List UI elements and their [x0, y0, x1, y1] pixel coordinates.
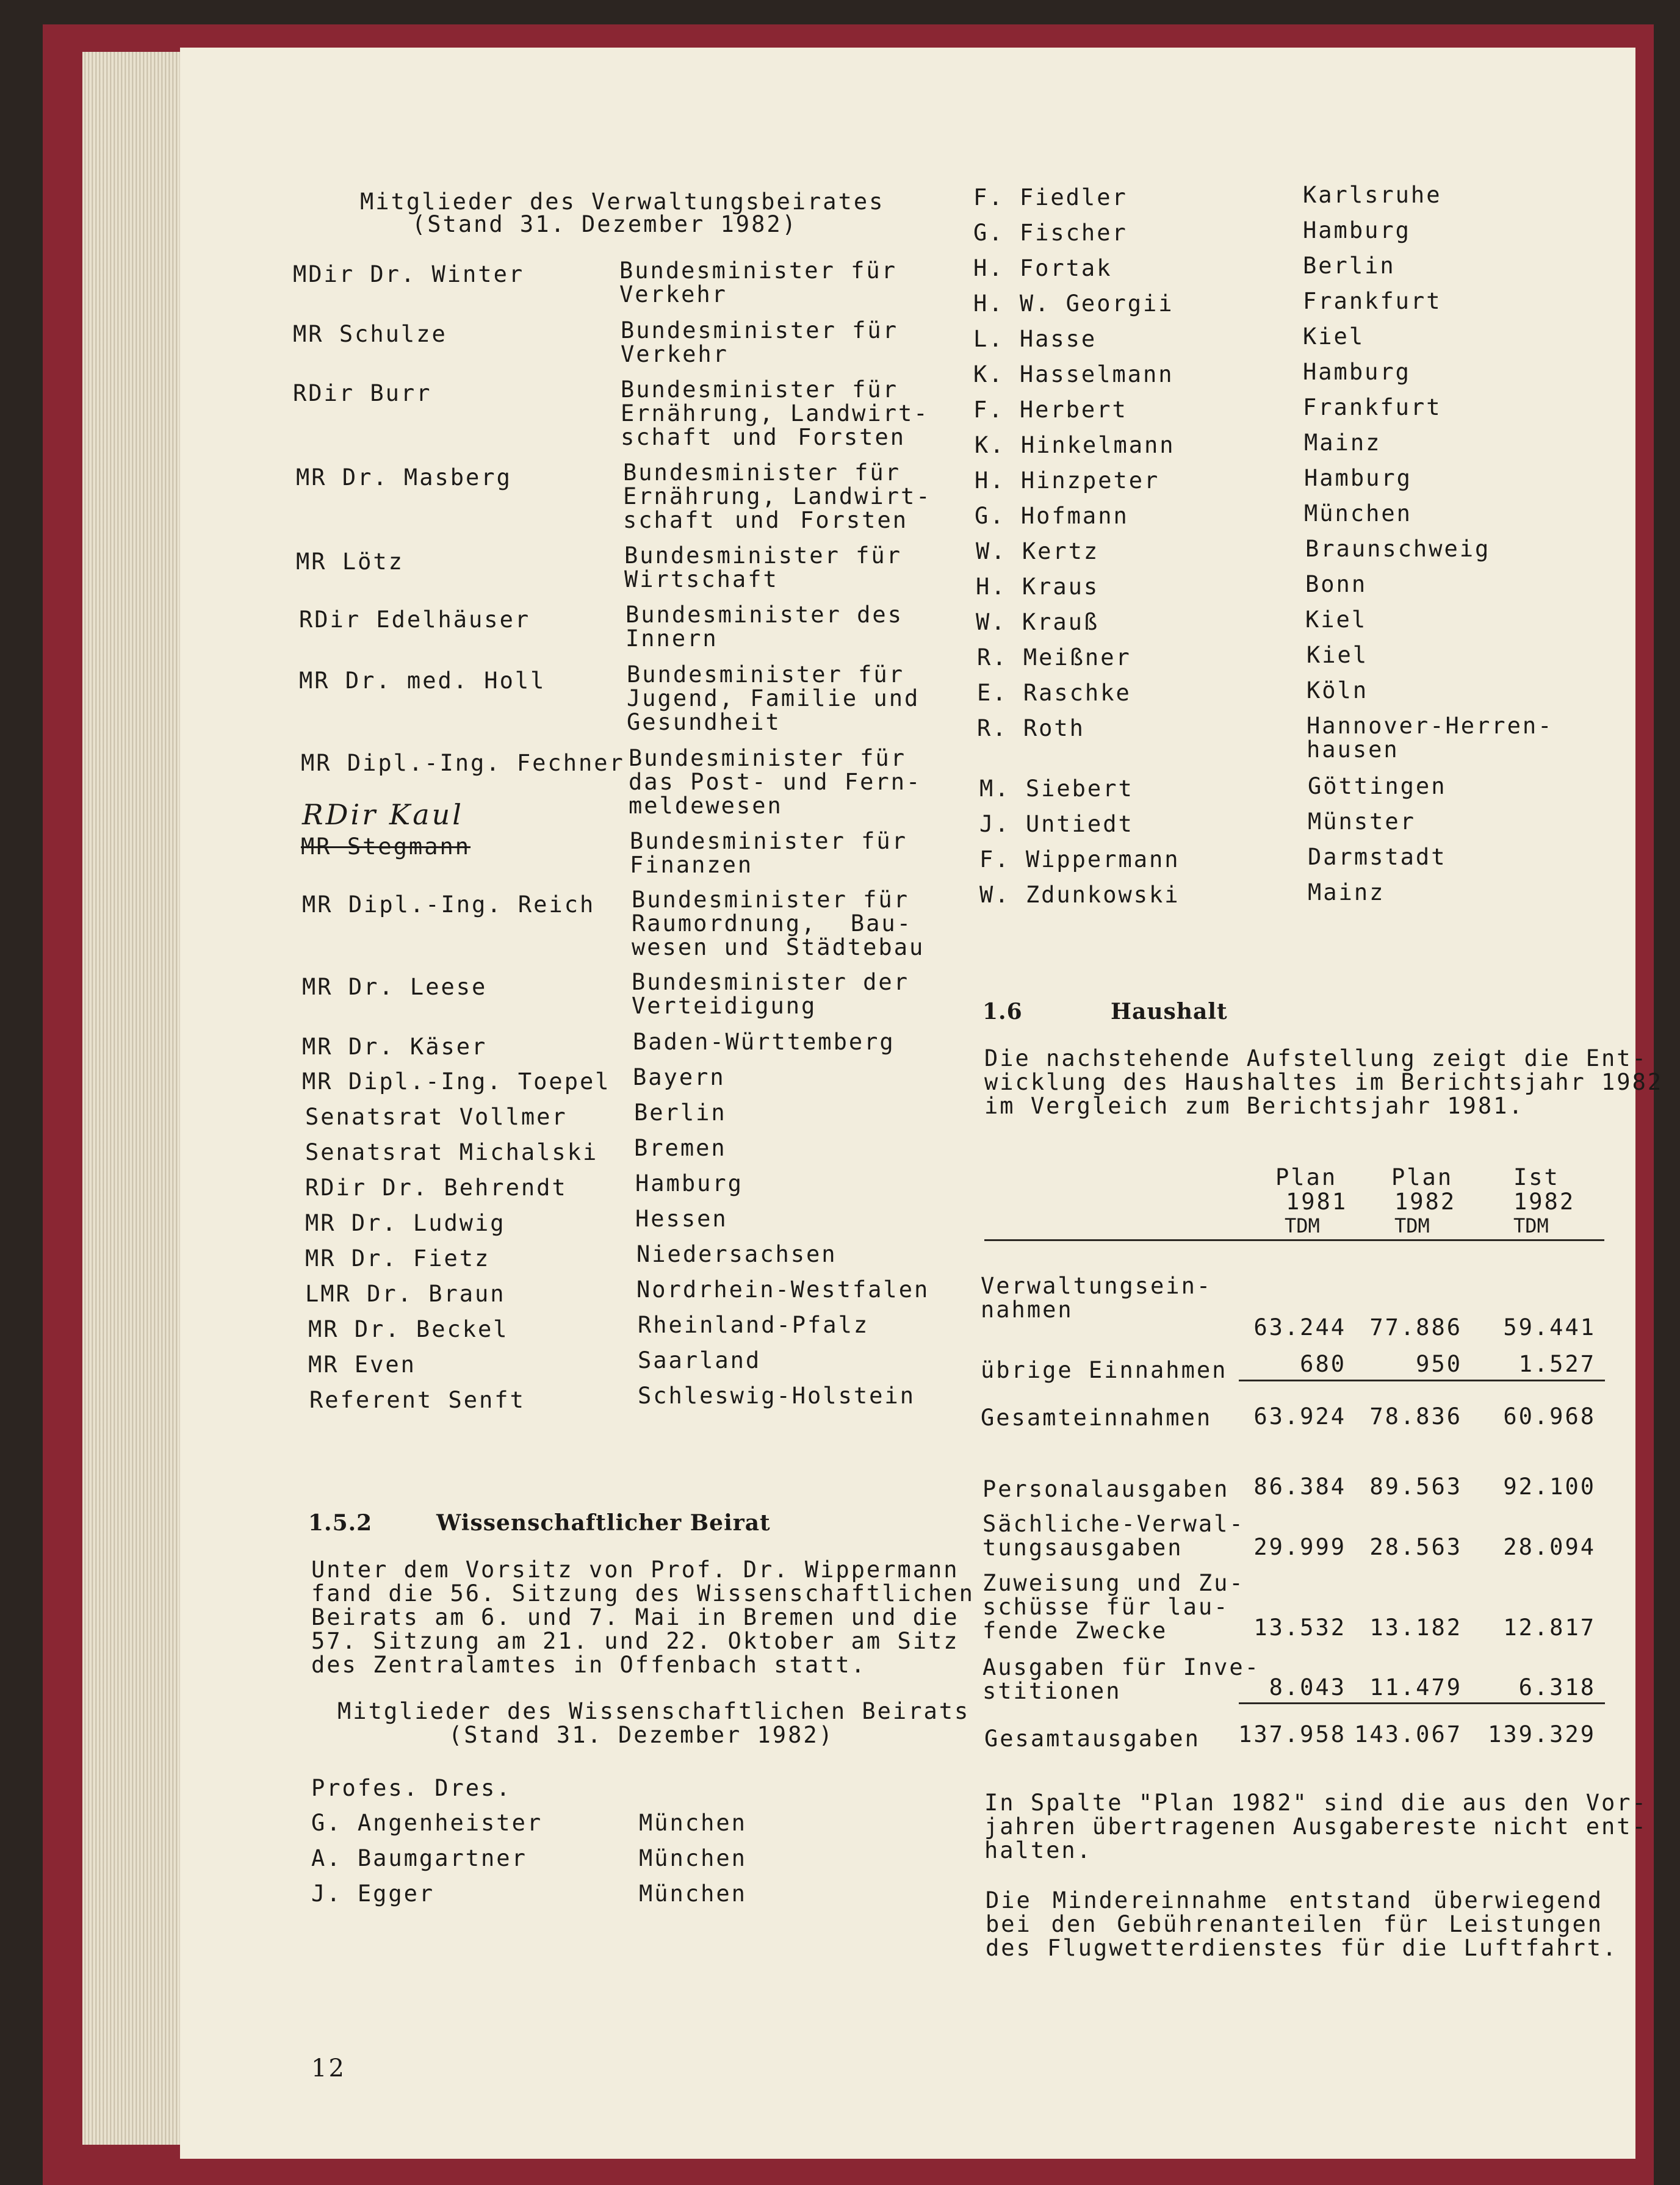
- member-org: Innern: [625, 625, 718, 652]
- member-name: MR Dr. Beckel: [308, 1316, 509, 1342]
- member-name: MR Dipl.-Ing. Reich: [302, 891, 596, 918]
- table-rule: [1239, 1702, 1605, 1704]
- cell-value: 680: [1300, 1351, 1346, 1377]
- note-line: Die Mindereinnahme entstand überwiegend: [986, 1887, 1603, 1913]
- wiss-member-city: München: [639, 1845, 747, 1871]
- row-label: Personalausgaben: [982, 1476, 1230, 1502]
- member-org: Berlin: [634, 1100, 727, 1126]
- wiss-member-name: M. Siebert: [979, 776, 1134, 802]
- member-name-struck: MR Stegmann: [301, 833, 471, 860]
- wiss-member-name: L. Hasse: [973, 326, 1097, 352]
- wiss-member-city: Berlin: [1303, 253, 1396, 279]
- wiss-member-name: A. Baumgartner: [311, 1845, 527, 1871]
- wiss-member-name: G. Fischer: [973, 220, 1128, 246]
- col-header: TDM: [1513, 1214, 1549, 1237]
- member-name: MR Dipl.-Ing. Fechner: [301, 750, 625, 776]
- paragraph-line: wicklung des Haushaltes im Berichtsjahr 1982: [984, 1069, 1664, 1095]
- wiss-member-city: Karlsruhe: [1303, 182, 1442, 208]
- cell-value: 6.318: [1518, 1674, 1596, 1701]
- row-label: Verwaltungsein-: [981, 1273, 1213, 1299]
- row-label: Ausgaben für Inve-: [982, 1654, 1260, 1680]
- wiss-member-name: W. Zdunkowski: [979, 882, 1180, 908]
- member-org: Jugend, Familie und: [627, 685, 920, 711]
- member-org: Saarland: [638, 1347, 762, 1373]
- wiss-member-city: Köln: [1307, 677, 1369, 704]
- member-org: Ernährung, Landwirt-: [623, 483, 932, 509]
- book-page: [180, 48, 1664, 2159]
- member-org: Schleswig-Holstein: [638, 1383, 915, 1409]
- member-org: schaft und Forsten: [623, 507, 908, 533]
- member-org: Bundesminister für: [621, 317, 898, 344]
- wiss-member-name: H. Kraus: [976, 574, 1100, 600]
- section-number: 1.5.2: [308, 1510, 373, 1536]
- wiss-member-city: München: [639, 1881, 747, 1907]
- member-org: Bundesminister für: [621, 376, 898, 403]
- cell-value: 1.527: [1518, 1351, 1596, 1377]
- member-org: Verkehr: [619, 281, 727, 308]
- wiss-member-name: J. Untiedt: [979, 811, 1134, 837]
- cell-value: 28.563: [1369, 1534, 1462, 1560]
- member-name: MR Dr. Ludwig: [305, 1210, 506, 1236]
- wiss-member-city: Darmstadt: [1308, 844, 1447, 870]
- wiss-member-name: J. Egger: [311, 1881, 435, 1907]
- member-org: Niedersachsen: [636, 1241, 837, 1267]
- wiss-member-city: Kiel: [1305, 607, 1368, 633]
- wiss-member-name: F. Herbert: [973, 397, 1128, 423]
- paragraph-line: Beirats am 6. und 7. Mai in Bremen und die: [311, 1604, 959, 1630]
- note-line: halten.: [984, 1837, 1092, 1863]
- page-number: 12: [311, 2054, 346, 2082]
- member-org: Bundesminister für: [632, 887, 909, 913]
- member-org: Bundesminister der: [632, 969, 909, 995]
- member-name: RDir Edelhäuser: [299, 607, 531, 633]
- wiss-member-city: Hannover-Herren-: [1307, 713, 1554, 739]
- member-org: Bundesminister für: [623, 459, 901, 486]
- row-label: Zuweisung und Zu-: [982, 1570, 1245, 1596]
- wiss-member-name: G. Angenheister: [311, 1810, 543, 1836]
- col-header: 1982: [1394, 1189, 1457, 1215]
- member-name: MR Dr. Fietz: [305, 1245, 491, 1272]
- note-line: jahren übertragenen Ausgabereste nicht ent-: [984, 1813, 1648, 1840]
- member-org: Bremen: [634, 1135, 727, 1161]
- wiss-member-name: R. Roth: [977, 715, 1085, 741]
- wiss-member-name: E. Raschke: [977, 680, 1131, 706]
- col-header: Plan: [1391, 1164, 1454, 1190]
- handwritten-correction: RDir Kaul: [302, 798, 464, 831]
- member-name: MR Dr. med. Holl: [299, 668, 546, 694]
- col-header: TDM: [1394, 1214, 1430, 1237]
- cell-value: 13.532: [1253, 1614, 1346, 1641]
- cell-value: 89.563: [1369, 1474, 1462, 1500]
- verwaltungsbeirat-heading-line-1: Mitglieder des Verwaltungsbeirates: [360, 189, 885, 215]
- wiss-member-name: H. Fortak: [973, 255, 1112, 281]
- member-name: Senatsrat Vollmer: [305, 1104, 568, 1130]
- paragraph-line: Unter dem Vorsitz von Prof. Dr. Wippermann: [311, 1557, 959, 1583]
- member-org: Bayern: [633, 1064, 726, 1090]
- row-label: stitionen: [982, 1678, 1122, 1704]
- wiss-member-city: Kiel: [1303, 323, 1365, 350]
- member-org: Hamburg: [635, 1170, 743, 1197]
- col-header: 1982: [1513, 1189, 1576, 1215]
- member-name: MR Lötz: [296, 549, 404, 575]
- row-label: schüsse für lau-: [982, 1594, 1230, 1620]
- cell-value: 143.067: [1354, 1721, 1462, 1748]
- paragraph-line: 57. Sitzung am 21. und 22. Oktober am Sitz: [311, 1628, 959, 1654]
- verwaltungsbeirat-heading-line-2: (Stand 31. Dezember 1982): [412, 211, 798, 237]
- paragraph-line: fand die 56. Sitzung des Wissenschaftlichen: [311, 1580, 975, 1607]
- wiss-member-city: München: [1304, 500, 1412, 527]
- member-org: das Post- und Fern-: [629, 769, 922, 795]
- wiss-member-city: Frankfurt: [1303, 288, 1442, 314]
- member-org: Gesundheit: [627, 709, 781, 735]
- member-name: Referent Senft: [309, 1387, 525, 1413]
- paragraph-line: im Vergleich zum Berichtsjahr 1981.: [984, 1093, 1524, 1119]
- member-name: MR Even: [308, 1352, 416, 1378]
- member-org: meldewesen: [629, 793, 783, 819]
- member-org: wesen und Städtebau: [632, 934, 925, 960]
- cell-value: 86.384: [1253, 1474, 1346, 1500]
- wiss-heading-line-1: Mitglieder des Wissenschaftlichen Beirats: [337, 1698, 970, 1724]
- member-org: Bundesminister für: [630, 828, 907, 854]
- wiss-member-name: H. W. Georgii: [973, 290, 1174, 317]
- cell-value: 29.999: [1253, 1534, 1346, 1560]
- wiss-member-city: Mainz: [1304, 430, 1382, 456]
- member-org: Nordrhein-Westfalen: [636, 1276, 930, 1303]
- paragraph-line: des Zentralamtes in Offenbach statt.: [311, 1652, 867, 1678]
- member-org: Baden-Württemberg: [633, 1029, 895, 1055]
- col-header: 1981: [1286, 1189, 1348, 1215]
- row-label: Gesamteinnahmen: [981, 1405, 1213, 1431]
- col-header: TDM: [1285, 1214, 1320, 1237]
- member-org: Bundesminister des: [625, 602, 903, 628]
- member-org: Verkehr: [621, 341, 729, 367]
- member-name: RDir Burr: [293, 380, 432, 406]
- row-label: Gesamtausgaben: [984, 1726, 1200, 1752]
- section-number: 1.6: [982, 999, 1023, 1024]
- cell-value: 950: [1416, 1351, 1462, 1377]
- col-header: Ist: [1513, 1164, 1560, 1190]
- cell-value: 11.479: [1369, 1674, 1462, 1701]
- wiss-member-name: G. Hofmann: [975, 503, 1129, 529]
- row-label: tungsausgaben: [982, 1535, 1183, 1561]
- cell-value: 28.094: [1503, 1534, 1596, 1560]
- wiss-member-name: W. Kertz: [976, 538, 1100, 564]
- table-rule: [1239, 1380, 1605, 1381]
- wiss-member-city: Frankfurt: [1303, 394, 1442, 420]
- member-org: Hessen: [635, 1206, 728, 1232]
- wiss-member-city: hausen: [1307, 736, 1399, 763]
- cell-value: 59.441: [1503, 1314, 1596, 1341]
- paragraph-line: Die nachstehende Aufstellung zeigt die Ent-: [984, 1045, 1648, 1071]
- row-label: nahmen: [981, 1297, 1073, 1323]
- wiss-heading-line-2: (Stand 31. Dezember 1982): [449, 1722, 834, 1748]
- member-name: MR Dr. Masberg: [296, 464, 512, 491]
- wiss-member-city: Hamburg: [1303, 217, 1411, 243]
- wiss-member-city: Hamburg: [1304, 465, 1412, 491]
- row-label: Sächliche-Verwal-: [982, 1511, 1245, 1537]
- wiss-member-city: Kiel: [1307, 642, 1369, 668]
- cell-value: 60.968: [1503, 1403, 1596, 1430]
- member-name: MDir Dr. Winter: [293, 261, 525, 287]
- wiss-member-city: Mainz: [1308, 879, 1385, 905]
- col-header: Plan: [1275, 1164, 1338, 1190]
- member-org: Verteidigung: [632, 993, 817, 1019]
- wiss-member-name: F. Fiedler: [973, 184, 1128, 211]
- member-org: Bundesminister für: [624, 542, 902, 569]
- member-org: schaft und Forsten: [621, 424, 906, 450]
- wiss-member-name: R. Meißner: [977, 644, 1131, 671]
- member-org: Finanzen: [630, 852, 754, 878]
- cell-value: 12.817: [1503, 1614, 1596, 1641]
- wiss-member-name: K. Hinkelmann: [975, 432, 1175, 458]
- cell-value: 92.100: [1503, 1474, 1596, 1500]
- cell-value: 63.244: [1253, 1314, 1346, 1341]
- member-name: Senatsrat Michalski: [305, 1139, 599, 1165]
- table-rule: [984, 1239, 1604, 1241]
- row-label: übrige Einnahmen: [981, 1357, 1228, 1383]
- cell-value: 8.043: [1269, 1674, 1346, 1701]
- member-name: MR Schulze: [293, 321, 447, 347]
- wiss-member-name: K. Hasselmann: [973, 361, 1174, 387]
- profs-label: Profes. Dres.: [311, 1775, 512, 1801]
- section-title: Haushalt: [1111, 999, 1228, 1024]
- member-org: Raumordnung, Bau-: [632, 910, 912, 937]
- cell-value: 13.182: [1369, 1614, 1462, 1641]
- note-line: bei den Gebührenanteilen für Leistungen: [986, 1911, 1603, 1937]
- member-org: Wirtschaft: [624, 566, 779, 592]
- member-org: Rheinland-Pfalz: [638, 1312, 870, 1338]
- member-name: MR Dr. Leese: [302, 974, 488, 1000]
- wiss-member-city: Hamburg: [1303, 359, 1411, 385]
- member-org: Bundesminister für: [627, 661, 904, 688]
- wiss-member-name: W. Krauß: [976, 609, 1100, 635]
- wiss-member-name: H. Hinzpeter: [975, 467, 1160, 494]
- note-line: In Spalte "Plan 1982" sind die aus den Vor-: [984, 1790, 1648, 1816]
- note-line: des Flugwetterdienstes für die Luftfahrt.: [986, 1935, 1618, 1961]
- member-name: RDir Dr. Behrendt: [305, 1175, 568, 1201]
- cell-value: 139.329: [1488, 1721, 1596, 1748]
- member-name: MR Dr. Käser: [302, 1034, 488, 1060]
- wiss-member-city: Braunschweig: [1305, 536, 1491, 562]
- member-org: Ernährung, Landwirt-: [621, 400, 929, 427]
- member-name: LMR Dr. Braun: [305, 1281, 506, 1307]
- member-name: MR Dipl.-Ing. Toepel: [302, 1068, 611, 1095]
- cell-value: 63.924: [1253, 1403, 1346, 1430]
- wiss-member-city: Münster: [1308, 808, 1416, 835]
- member-org: Bundesminister für: [629, 745, 906, 771]
- wiss-member-city: Göttingen: [1308, 773, 1447, 799]
- member-org: Bundesminister für: [619, 257, 897, 284]
- cell-value: 78.836: [1369, 1403, 1462, 1430]
- wiss-member-city: Bonn: [1305, 571, 1368, 597]
- wiss-member-city: München: [639, 1810, 747, 1836]
- section-title: Wissenschaftlicher Beirat: [436, 1510, 771, 1536]
- row-label: fende Zwecke: [982, 1618, 1168, 1644]
- cell-value: 137.958: [1238, 1721, 1346, 1748]
- cell-value: 77.886: [1369, 1314, 1462, 1341]
- wiss-member-name: F. Wippermann: [979, 846, 1180, 873]
